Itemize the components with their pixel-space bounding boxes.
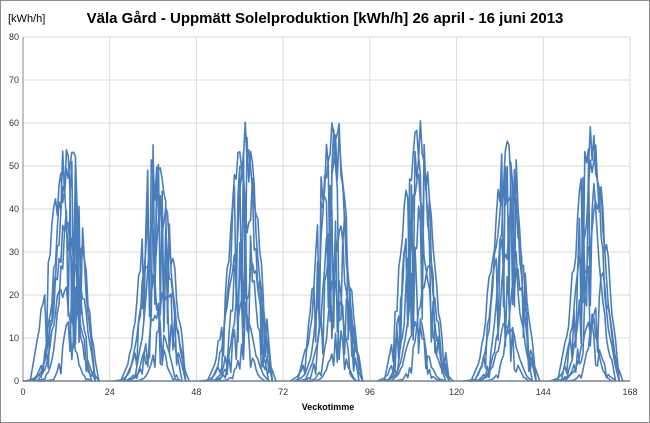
y-tick-label: 20 bbox=[8, 290, 19, 300]
series-group bbox=[23, 121, 630, 381]
y-tick-label: 0 bbox=[13, 376, 19, 386]
y-tick-label: 70 bbox=[8, 75, 19, 85]
chart-title: Väla Gård - Uppmätt Solelproduktion [kWh/h] 26 april - 16 juni 2013 bbox=[86, 10, 564, 27]
y-unit-label: [kWh/h] bbox=[8, 13, 46, 25]
x-tick-label: 168 bbox=[622, 387, 638, 397]
x-tick-label: 24 bbox=[104, 387, 115, 397]
y-tick-label: 30 bbox=[8, 247, 19, 257]
y-tick-label: 40 bbox=[8, 204, 19, 214]
x-tick-label: 48 bbox=[191, 387, 202, 397]
series-line bbox=[34, 162, 99, 381]
x-tick-label: 144 bbox=[535, 387, 551, 397]
x-tick-label: 96 bbox=[364, 387, 375, 397]
y-tick-label: 60 bbox=[8, 118, 19, 128]
y-tick-label: 10 bbox=[8, 333, 19, 343]
x-axis-label: Veckotimme bbox=[301, 402, 355, 412]
y-tick-label: 80 bbox=[8, 32, 19, 42]
x-tick-label: 72 bbox=[278, 387, 289, 397]
x-tick-label: 0 bbox=[20, 387, 26, 397]
x-tick-label: 120 bbox=[449, 387, 465, 397]
y-tick-label: 50 bbox=[8, 161, 19, 171]
